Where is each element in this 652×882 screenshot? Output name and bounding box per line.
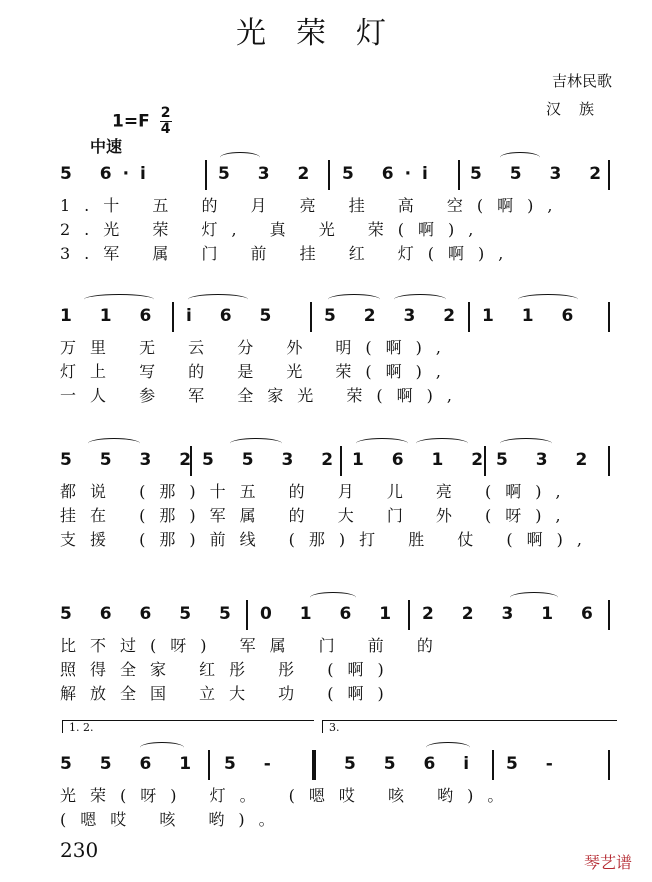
lyric-line-2: 灯上 写 的 是 光 荣(啊), <box>60 362 456 381</box>
measure: 2 2 3 1 6 <box>422 604 604 624</box>
song-origin: 吉林民歌 <box>551 72 612 90</box>
volta-3: 3. <box>322 720 617 733</box>
lyric-line-3: 解放全国 立大 功 (啊) <box>60 684 398 703</box>
notes-line <box>60 160 615 190</box>
lyric-line-1: 光荣(呀) 灯。 (嗯哎 咳 哟)。 <box>60 786 518 805</box>
notes-line <box>60 750 615 780</box>
lyric-line-2: 照得全家 红彤 彤 (啊) <box>60 660 398 679</box>
measure: 1 1 6 <box>482 306 585 326</box>
measure: 1 1 6 <box>60 306 163 326</box>
volta-1-2: 1. 2. <box>62 720 314 733</box>
measure: 5 5 3 2 <box>60 450 203 470</box>
measure: i 6 5 <box>186 306 283 326</box>
measure: 5 3 2 <box>496 450 599 470</box>
measure: 1 6 1 2 <box>352 450 495 470</box>
measure: 5 6 6 5 5 <box>60 604 242 624</box>
system-2 <box>60 302 615 405</box>
lyric-line-3: 支援 (那)前线 (那)打 胜 仗 (啊), <box>60 530 596 549</box>
system-5 <box>60 750 615 829</box>
measure: 5 5 3 2 <box>202 450 345 470</box>
key-label: 1=F <box>112 111 150 132</box>
tempo-marking: 中速 <box>90 137 123 156</box>
ethnic-group: 汉族 <box>545 100 612 118</box>
key-signature <box>112 106 172 137</box>
lyric-line-2: 2.光 荣 灯, 真 光 荣(啊), <box>60 220 488 239</box>
lyric-line-3: 一人 参 军 全家光 荣(啊), <box>60 386 466 405</box>
lyric-line-1: 都说 (那)十五 的 月 儿 亮 (啊), <box>60 482 575 501</box>
measure: 0 1 6 1 <box>260 604 403 624</box>
measure: 5 3 2 <box>218 164 321 184</box>
lyric-line-2: (嗯哎 咳 哟)。 <box>60 810 289 829</box>
site-logo: 琴艺谱 <box>583 853 632 872</box>
notes-line <box>60 446 615 476</box>
time-denominator: 4 <box>160 121 171 137</box>
measure: 5 5 6 i <box>344 754 481 774</box>
measure: 5 - <box>506 754 564 774</box>
measure: 5 6·i <box>60 164 157 184</box>
lyric-line-3: 3.军 属 门 前 挂 红 灯(啊), <box>60 244 518 263</box>
time-numerator: 2 <box>160 105 171 121</box>
measure: 5 - <box>224 754 282 774</box>
measure: 5 2 3 2 <box>324 306 467 326</box>
song-title: 光荣灯 <box>236 16 416 51</box>
lyric-line-1: 万里 无 云 分 外 明(啊), <box>60 338 456 357</box>
time-signature <box>160 106 172 137</box>
lyric-line-2: 挂在 (那)军属 的 大 门 外 (呀), <box>60 506 575 525</box>
system-1 <box>60 160 615 263</box>
system-4 <box>60 600 615 703</box>
measure: 5 5 6 1 <box>60 754 203 774</box>
lyric-line-1: 比不过(呀) 军属 门 前 的 <box>60 636 447 655</box>
notes-line <box>60 600 615 630</box>
measure: 5 5 3 2 <box>470 164 613 184</box>
measure: 5 6·i <box>342 164 439 184</box>
notes-line <box>60 302 615 332</box>
page-number: 230 <box>60 838 99 862</box>
system-3 <box>60 446 615 549</box>
lyric-line-1: 1.十 五 的 月 亮 挂 高 空(啊), <box>60 196 567 215</box>
